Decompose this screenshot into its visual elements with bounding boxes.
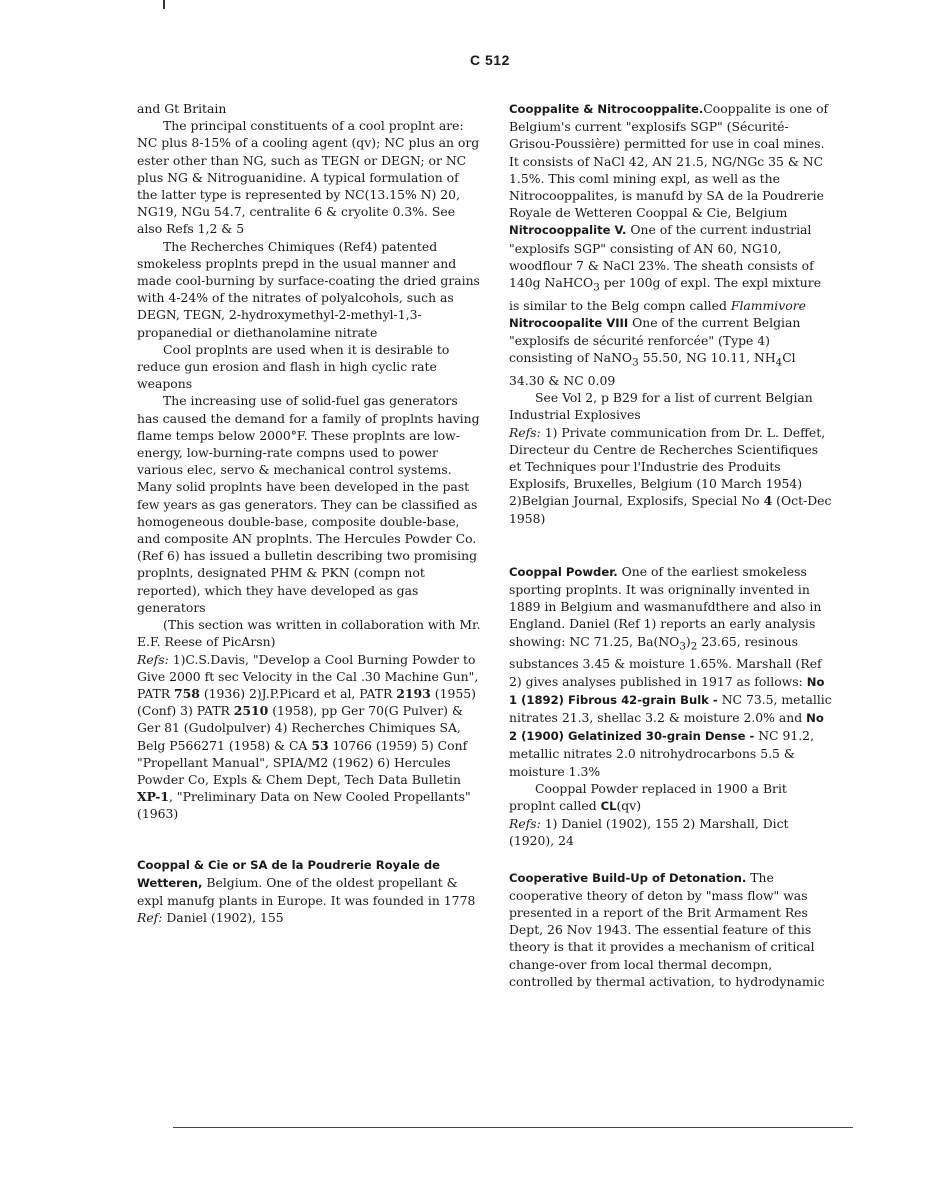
entry-cooppalite <box>509 100 834 221</box>
entry-cooppal-cie <box>137 856 482 910</box>
ref-text: Daniel (1902), 155 <box>162 910 284 926</box>
note-bold: CL <box>600 798 617 813</box>
entry-text: Cooppalite is one of Belgium's current "explosifs SGP" (Sécurité-Grisou-Poussière) permitted for use in coal mines. It consists of NaCl 42, AN 21.5, NG/NGc 35 & NC 1.5%. This coml mining expl, as well as the Nitrocooppalites, is manufd by SA de la Poudrerie Royale de Wetteren Cooppal & Cie, Belgium <box>509 101 829 221</box>
grade-no2: No 2 (1900) Gelatinized 30-grain Dense - <box>509 710 824 744</box>
entry-text: The cooperative theory of deton by "mass flow" was presented in a report of the Brit Armament Res Dept, 26 Nov 1943. The essential feature of this theory is that it provides a mechanism of critical change-over from local thermal decompn, controlled by thermal activation, to hydrodynamic <box>509 869 825 989</box>
entry-text-3: Cl 34.30 & NC 0.09 <box>509 350 796 388</box>
entry-heading: Nitrocooppalite V. <box>509 223 627 238</box>
cooppal-replacement-note <box>509 780 834 815</box>
refs-text-e: (1955)(Conf) 3) PATR <box>137 685 476 719</box>
entry-text-1b: ) <box>685 633 691 649</box>
entry-heading: Cooppalite & Nitrocooppalite. <box>509 102 704 116</box>
refs-label: Refs: <box>509 816 541 832</box>
refs-text: 1) Private communication from Dr. L. Deffet, Directeur du Centre de Recherches Scientifiques et Techniques pour l'Industrie des Produits Explosifs, Bruxelles, Belgium (10 March 1954) 2)Belgian Journal, Explosifs, Special No <box>509 424 826 509</box>
refs-bold: 4 <box>763 493 773 509</box>
page-number-header: C 512 <box>470 52 510 68</box>
entry-heading: Cooppal & Cie or SA de la Poudrerie Royale de Wetteren, <box>137 857 441 890</box>
entry-nitrocooppalite-v <box>509 221 834 313</box>
entry-nitrocoopalite-viii <box>509 314 834 389</box>
refs-text-g: (1958), pp Ger 70(G Pulver) & Ger 81 (Gudolpulver) 4) Recherches Chimiques SA, Belg P566271 (1958) & CA <box>137 703 463 753</box>
subscript: 3 <box>679 640 686 653</box>
grade-no1: No 1 (1892) Fibrous 42-grain Bulk - <box>509 674 825 707</box>
subscript: 3 <box>632 356 639 369</box>
ref-label: Ref: <box>137 910 163 926</box>
entry-cooppal-cie-ref <box>137 909 482 926</box>
refs-label: Refs: <box>137 651 169 667</box>
right-references-2 <box>509 815 834 849</box>
spacer <box>509 850 834 869</box>
entry-cooperative-buildup <box>509 869 834 990</box>
entry-text-3: NC 73.5, metallic nitrates 21.3, shellac 3.2 & moisture 2.0% and <box>509 691 832 725</box>
refs-bold-53: 53 <box>311 737 329 753</box>
subscript: 4 <box>775 356 783 369</box>
entry-text-4: NC 91.2, metallic nitrates 2.0 nitrohydrocarbons 5.5 & moisture 1.3% <box>509 728 815 779</box>
entry-text: One of the earliest smokeless sporting proplnts. It was origninally invented in 1889 in Belgium and wasmanufdthere and also in England. Daniel (Ref 1) reports an early analysis showing: NC 71.25, Ba(NO <box>509 563 822 649</box>
entry-heading: Cooperative Build-Up of Detonation. <box>509 870 747 885</box>
spacer <box>509 527 834 563</box>
refs-bold-2193: 2193 <box>396 685 431 701</box>
entry-text-2: per 100g of expl. The expl mixture is similar to the Belg compn called <box>509 275 822 313</box>
refs-bold-2510: 2510 <box>233 703 269 719</box>
left-paragraph-2: The principal constituents of a cool proplnt are: NC plus 8-15% of a cooling agent (qv); NC plus an org ester other than NG, such as TEGN or DEGN; or NC plus NG & Nitroguanidine. A typical formulation of the latter type is represented by NC(13.15% N) 20, NG19, NGu 54.7, centralite 6 & cryolite 0.3%. See also Refs 1,2 & 5 <box>137 118 480 237</box>
see-also-note: See Vol 2, p B29 for a list of current Belgian Industrial Explosives <box>509 390 813 423</box>
note-text-2: (qv) <box>616 797 642 813</box>
left-paragraph-6: (This section was written in collaboration with Mr. E.F. Reese of PicArsn) <box>137 617 481 650</box>
right-column <box>509 100 834 990</box>
entry-heading: Cooppal Powder. <box>509 564 618 579</box>
entry-text-2: 23.65, resinous substances 3.45 & moisture 1.65%. Marshall (Ref 2) gives analyses published in 1917 as follows: <box>509 633 822 689</box>
entry-text: One of the current industrial "explosifs SGP" consisting of AN 60, NG10, woodflour 7 & NaCl 23%. The sheath consists of 140g NaHCO <box>509 222 814 291</box>
entry-cooppal-powder <box>509 563 834 780</box>
note-text: Cooppal Powder replaced in 1900 a Brit proplnt called <box>509 780 787 813</box>
spacer <box>137 823 482 856</box>
refs-text-c: (1936) 2)J.P.Picard et al, PATR <box>199 685 397 701</box>
right-references-1 <box>509 424 834 527</box>
refs-label: Refs: <box>509 424 541 440</box>
entry-italic: Flammivore <box>730 297 806 313</box>
refs-text-2: (Oct-Dec 1958) <box>509 493 832 526</box>
entry-heading: Nitrocoopalite VIII <box>509 315 629 330</box>
page-edge-mark <box>163 0 165 9</box>
refs-text: 1) Daniel (1902), 155 2) Marshall, Dict (1920), 24 <box>509 816 789 849</box>
refs-bold-758: 758 <box>174 685 200 701</box>
left-paragraph-5: The increasing use of solid-fuel gas generators has caused the demand for a family of proplnts having flame temps below 2000°F. These proplnts are low-energy, low-burning-rate compns used to power various elec, servo & mechanical control systems. Many solid proplnts have been developed in the past few years as gas generators. They can be classified as homogeneous double-base, composite double-base, and composite AN proplnts. The Hercules Powder Co. (Ref 6) has issued a bulletin describing two promising proplnts, designated PHM & PKN (compn not reported), which they have developed as gas generators <box>137 393 480 615</box>
refs-bold-xp1: XP-1 <box>137 789 170 805</box>
refs-text-k: , "Preliminary Data on New Cooled Propellants" (1963) <box>137 789 471 822</box>
subscript: 3 <box>593 281 600 294</box>
left-column <box>137 100 482 926</box>
refs-text-a: 1)C.S.Davis, "Develop a Cool Burning Powder to Give 2000 ft sec Velocity in the Cal .30 Machine Gun", PATR <box>137 651 479 701</box>
subscript: 2 <box>690 640 698 653</box>
left-paragraph-4: Cool proplnts are used when it is desirable to reduce gun erosion and flash in high cyclic rate weapons <box>137 341 450 392</box>
entry-text: One of the current Belgian "explosifs de sécurité renforcée" (Type 4) consisting of NaNO <box>509 314 801 366</box>
entry-text-2: 55.50, NG 10.11, NH <box>638 350 776 366</box>
left-references <box>137 651 482 823</box>
left-paragraph-3: The Recherches Chimiques (Ref4) patented smokeless proplnts prepd in the usual manner and made cool-burning by surface-coating the dried grains with 4-24% of the nitrates of polyalcohols, such as DEGN, TEGN, 2-hydroxymethyl-2-methyl-1,3-propanedial or diethanolamine nitrate <box>137 238 480 340</box>
entry-text: Belgium. One of the oldest propellant & expl manufg plants in Europe. It was founded in 1778 <box>137 874 476 908</box>
left-paragraph-1: and Gt Britain <box>137 101 227 116</box>
bottom-rule <box>173 1127 853 1128</box>
refs-text-i: 10766 (1959) 5) Conf "Propellant Manual", SPIA/M2 (1962) 6) Hercules Powder Co, Expls & Chem Dept, Tech Data Bulletin <box>137 737 468 787</box>
